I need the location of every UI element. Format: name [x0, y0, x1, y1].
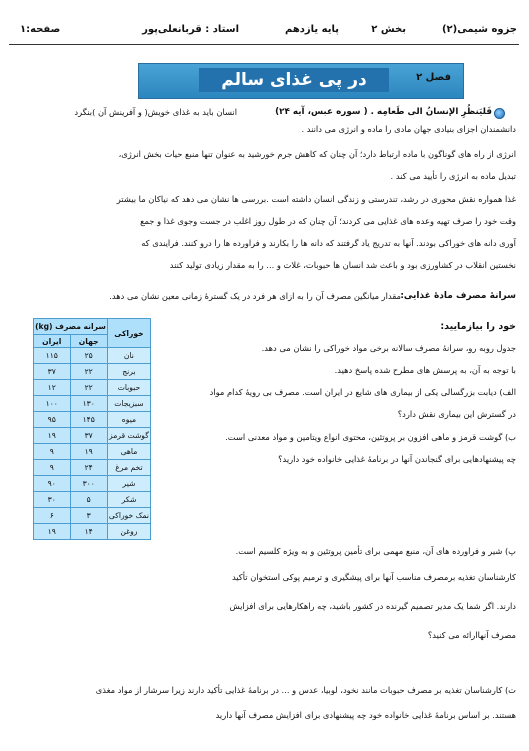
world-value-cell: ۲۲ — [70, 364, 107, 380]
table-row — [34, 476, 151, 492]
paragraph-line: وقت خود را صرف تهیه وعده های غذایی می کردند؛ آن چنان که در طول روز اغلب در جست وجوی غذا و جمع — [140, 216, 516, 226]
exercise-line: مصرف آنهاارائه می کنید؟ — [427, 630, 516, 640]
table-row — [34, 364, 151, 380]
food-cell: نمک خوراکی — [107, 508, 150, 524]
table-row — [34, 492, 151, 508]
table-header-iran: ایران — [34, 335, 71, 348]
paragraph-line: غذا همواره نقش محوری در رشد، تندرستی و زندگی انسان داشته است .بررسی ها نشان می دهد که نیاکان ما بیشتر — [116, 194, 516, 204]
food-cell: ماهی — [107, 444, 150, 460]
food-cell: حبوبات — [107, 380, 150, 396]
table-row — [34, 380, 151, 396]
paragraph-line: آوری دانه های خوراکی بودند. آنها به تدریج یاد گرفتند که دانه ها را بکارند و فراورده ها را درو کنند. فرایندی که — [141, 238, 516, 248]
chapter-banner — [138, 63, 464, 99]
iran-value-cell: ۶ — [34, 508, 71, 524]
table-body — [34, 348, 151, 540]
table-row — [34, 444, 151, 460]
teacher-label: استاد : قربانعلی‌پور — [142, 24, 239, 35]
exercise-line: جدول روبه رو، سرانهٔ مصرف سالانه برخی مواد خوراکی را نشان می دهد. — [261, 343, 516, 353]
food-cell: روغن — [107, 524, 150, 540]
world-value-cell: ۱۴ — [70, 524, 107, 540]
iran-value-cell: ۹۰ — [34, 476, 71, 492]
quran-verse: فَلیَنظُرِ الإنسانُ الی طَعامِه . ( سوره عبس، آیه ۲۴) — [275, 107, 492, 117]
table-row — [34, 348, 151, 364]
header-divider — [9, 44, 519, 45]
booklet-title: جزوه شیمی(۲) — [441, 24, 517, 35]
iran-value-cell: ۳۰ — [34, 492, 71, 508]
exercise-line: کارشناسان تغذیه برمصرف مناسب آنها برای پیشگیری و ترمیم پوکی استخوان تأکید — [231, 572, 516, 582]
iran-value-cell: ۹۵ — [34, 412, 71, 428]
iran-value-cell: ۳۷ — [34, 364, 71, 380]
consumption-table — [33, 318, 151, 540]
exercise-line: دارند. اگر شما یک مدیر تصمیم گیرنده در کشور باشید، چه راهکارهایی برای افزایش — [229, 601, 516, 611]
world-value-cell: ۳۷ — [70, 428, 107, 444]
page-number: صفحه:۱ — [20, 24, 61, 35]
table-row — [34, 428, 151, 444]
bullet-icon — [494, 108, 505, 119]
world-value-cell: ۲۴ — [70, 460, 107, 476]
section-label: بخش ۲ — [371, 24, 406, 35]
iran-value-cell: ۱۱۵ — [34, 348, 71, 364]
iran-value-cell: ۱۹ — [34, 428, 71, 444]
exercise-line: پ) شیر و فراورده های آن، منبع مهمی برای تأمین پروتئین و به ویژه کلسیم است. — [235, 546, 516, 556]
world-value-cell: ۲۲ — [70, 380, 107, 396]
table-row — [34, 524, 151, 540]
exercise-heading: خود را بیازمایید: — [440, 321, 516, 332]
food-cell: شیر — [107, 476, 150, 492]
paragraph-line: تبدیل ماده به انرژی را تأیید می کند . — [390, 171, 516, 181]
exercise-line: با توجه به آن، به پرسش های مطرح شده پاسخ دهید. — [334, 365, 516, 375]
iran-value-cell: ۱۰۰ — [34, 396, 71, 412]
world-value-cell: ۱۴۵ — [70, 412, 107, 428]
table-header-group: سرانه مصرف (kg) — [34, 319, 108, 335]
table-header-food: خوراکی — [107, 319, 150, 348]
table-header-world: جهان — [70, 335, 107, 348]
food-cell: نان — [107, 348, 150, 364]
paragraph-line: نخستین انقلاب در کشاورزی بود و باعث شد انسان ها حبوبات، غلات و ... را به مقدار زیادی تولید کنند — [169, 260, 516, 270]
iran-value-cell: ۹ — [34, 460, 71, 476]
iran-value-cell: ۱۹ — [34, 524, 71, 540]
world-value-cell: ۱۹ — [70, 444, 107, 460]
definition-text: مقدار میانگین مصرف آن را به ازای هر فرد در یک گسترهٔ زمانی معین نشان می دهد. — [109, 291, 401, 301]
exercise-line: هستند. بر اساس برنامهٔ غذایی خانواده خود چه پیشنهادی برای افزایش مصرف آنها دارید — [215, 710, 516, 720]
paragraph-line: دانشمندان اجزای بنیادی جهان مادی را ماده و انرژی می دانند . — [301, 124, 516, 134]
food-cell: گوشت قرمز — [107, 428, 150, 444]
exercise-line: چه پیشنهادهایی برای گنجاندن آنها در برنامهٔ غذایی خانواده خود دارید؟ — [278, 454, 516, 464]
verse-translation: انسان باید به غذای خویش( و آفرینش آن )بنگرد — [74, 107, 237, 117]
iran-value-cell: ۹ — [34, 444, 71, 460]
exercise-line: ت) کارشناسان تغذیه بر مصرف حبوبات مانند نخود، لوبیا، عدس و ... در برنامهٔ غذایی تأکید دارند زیرا سرشار از مواد مغذی — [95, 685, 516, 695]
iran-value-cell: ۱۲ — [34, 380, 71, 396]
table-row — [34, 412, 151, 428]
grade-label: پایه یازدهم — [285, 24, 339, 35]
food-cell: برنج — [107, 364, 150, 380]
food-cell: میوه — [107, 412, 150, 428]
world-value-cell: ۲۵ — [70, 348, 107, 364]
table-row — [34, 508, 151, 524]
food-cell: سبزیجات — [107, 396, 150, 412]
food-cell: شکر — [107, 492, 150, 508]
chapter-title: در پی غذای سالم — [199, 68, 389, 92]
chapter-number: فصل ۲ — [416, 72, 451, 83]
world-value-cell: ۱۳۰ — [70, 396, 107, 412]
table-row — [34, 396, 151, 412]
world-value-cell: ۳۰۰ — [70, 476, 107, 492]
exercise-line: الف) دیابت بزرگسالی یکی از بیماری های شایع در ایران است. مصرف بی رویهٔ کدام مواد — [209, 387, 516, 397]
definition-term: سرانهٔ مصرف مادهٔ غذایی: — [400, 291, 516, 301]
table-row — [34, 460, 151, 476]
world-value-cell: ۵ — [70, 492, 107, 508]
world-value-cell: ۳ — [70, 508, 107, 524]
paragraph-line: انرژی از راه های گوناگون با ماده ارتباط دارد؛ آن چنان که کاهش جرم خورشید به عنوان تنها منبع حیات بخش انرژی، — [118, 149, 516, 159]
exercise-line: در گسترش این بیماری نقش دارد؟ — [397, 409, 516, 419]
exercise-line: ب) گوشت قرمز و ماهی افزون بر پروتئین، محتوی انواع ویتامین و مواد معدنی است. — [225, 432, 516, 442]
food-cell: تخم مرغ — [107, 460, 150, 476]
